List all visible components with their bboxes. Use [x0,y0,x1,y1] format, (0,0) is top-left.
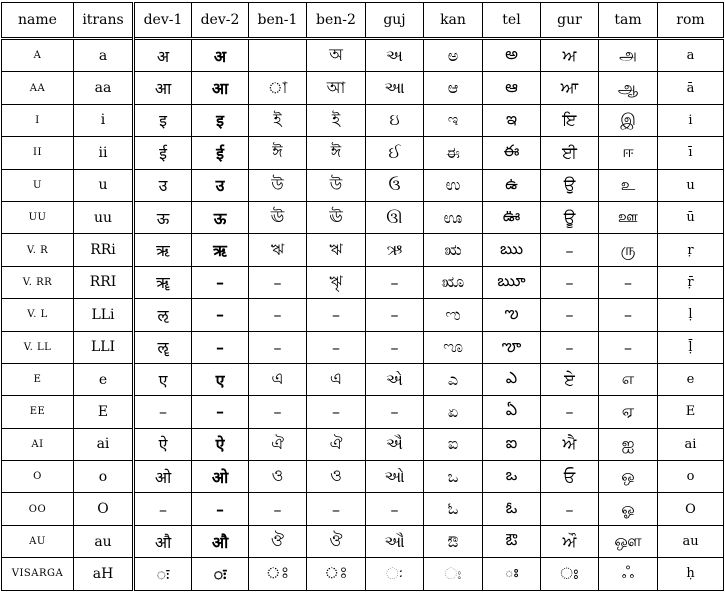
vowel-table [1,2,724,591]
cell-gur: ਏ [541,363,599,395]
table-row [2,428,724,460]
cell-itrans: a [74,39,134,72]
cell-gur: – [541,299,599,331]
cell-dev-1: आ [134,72,192,104]
cell-tel: ఈ [483,137,541,169]
cell-name: EE [2,396,74,428]
cell-name: VISARGA [2,558,74,590]
cell-rom: ḹ [658,331,724,363]
column-header-guj: guj [366,3,424,39]
cell-itrans: aa [74,72,134,104]
cell-dev-2: – [192,493,249,525]
cell-rom: ī [658,137,724,169]
cell-gur: ਃ [541,558,599,590]
cell-rom: ṛ [658,234,724,266]
cell-tam: ஈ [599,137,658,169]
cell-rom: ai [658,428,724,460]
column-header-itrans: itrans [74,3,134,39]
column-header-kan: kan [424,3,483,39]
cell-dev-2: ः [192,558,249,590]
cell-rom: au [658,525,724,557]
cell-tam: ஊ [599,201,658,233]
table-row [2,493,724,525]
cell-itrans: i [74,104,134,136]
cell-dev-1: अ [134,39,192,72]
cell-guj: – [366,266,424,298]
cell-itrans: LLI [74,331,134,363]
table-row [2,72,724,104]
cell-name: A [2,39,74,72]
cell-ben-2: – [307,331,366,363]
table-row [2,137,724,169]
cell-tam: எ [599,363,658,395]
column-header-rom: rom [658,3,724,39]
cell-gur: ਈ [541,137,599,169]
cell-gur: – [541,493,599,525]
table-row [2,299,724,331]
cell-tel: ఏ [483,396,541,428]
cell-ben-1: ও [249,461,307,493]
cell-tam: – [599,266,658,298]
cell-itrans: O [74,493,134,525]
cell-dev-1: औ [134,525,192,557]
cell-rom: u [658,169,724,201]
cell-guj: આ [366,72,424,104]
cell-rom: ā [658,72,724,104]
cell-dev-2: – [192,266,249,298]
cell-kan: ಈ [424,137,483,169]
cell-tel: అ [483,39,541,72]
cell-tel: ఇ [483,104,541,136]
cell-kan: ಌ [424,299,483,331]
column-header-ben-1: ben-1 [249,3,307,39]
cell-itrans: uu [74,201,134,233]
column-header-ben-2: ben-2 [307,3,366,39]
cell-guj: ઐ [366,428,424,460]
cell-kan: ಇ [424,104,483,136]
cell-guj: – [366,331,424,363]
cell-name: II [2,137,74,169]
cell-dev-2: ओ [192,461,249,493]
cell-name: AI [2,428,74,460]
cell-kan: ಏ [424,396,483,428]
cell-ben-1: ঈ [249,137,307,169]
cell-rom: o [658,461,724,493]
cell-guj: ઊ [366,201,424,233]
cell-dev-2: – [192,331,249,363]
cell-ben-1: – [249,396,307,428]
cell-dev-2: इ [192,104,249,136]
cell-rom: a [658,39,724,72]
cell-itrans: RRI [74,266,134,298]
cell-tel: ఉ [483,169,541,201]
cell-dev-1: ॡ [134,331,192,363]
cell-gur: – [541,396,599,428]
cell-kan: ಎ [424,363,483,395]
cell-ben-2: ৠ [307,266,366,298]
cell-rom: O [658,493,724,525]
cell-dev-2: अ [192,39,249,72]
cell-rom: E [658,396,724,428]
cell-tel: ః [483,558,541,590]
cell-dev-1: ओ [134,461,192,493]
cell-ben-1: ঐ [249,428,307,460]
cell-guj: ઃ [366,558,424,590]
cell-rom: i [658,104,724,136]
cell-ben-1: ঊ [249,201,307,233]
cell-ben-2: উ [307,169,366,201]
cell-tam: இ [599,104,658,136]
table-row [2,201,724,233]
cell-dev-2: – [192,299,249,331]
cell-dev-1: ऌ [134,299,192,331]
cell-ben-1: ই [249,104,307,136]
table-body [2,39,724,591]
cell-dev-1: – [134,493,192,525]
table-row [2,525,724,557]
cell-ben-2: অ [307,39,366,72]
cell-ben-2: ই [307,104,366,136]
cell-tel: ఐ [483,428,541,460]
table-row [2,104,724,136]
cell-ben-1: উ [249,169,307,201]
cell-tam: ஃ [599,558,658,590]
cell-dev-2: आ [192,72,249,104]
cell-gur: – [541,234,599,266]
cell-tam: அ [599,39,658,72]
cell-gur: ਆ [541,72,599,104]
cell-kan: ಋ [424,234,483,266]
cell-ben-2: ঈ [307,137,366,169]
cell-ben-1: ঋ [249,234,307,266]
cell-guj: એ [366,363,424,395]
cell-tam: ஐ [599,428,658,460]
cell-tel: ఓ [483,493,541,525]
cell-tel: ఊ [483,201,541,233]
table-row [2,234,724,266]
cell-kan: ಆ [424,72,483,104]
cell-dev-2: ऋ [192,234,249,266]
cell-itrans: e [74,363,134,395]
cell-ben-1: া [249,72,307,104]
cell-name: V. LL [2,331,74,363]
cell-ben-1: – [249,299,307,331]
table-row [2,396,724,428]
cell-kan: ೡ [424,331,483,363]
table-row [2,331,724,363]
cell-name: OO [2,493,74,525]
cell-kan: ಔ [424,525,483,557]
cell-ben-1: – [249,331,307,363]
cell-rom: ḥ [658,558,724,590]
cell-ben-2: ঐ [307,428,366,460]
cell-itrans: ai [74,428,134,460]
cell-ben-2: – [307,299,366,331]
cell-rom: ṝ [658,266,724,298]
cell-name: V. RR [2,266,74,298]
table-row [2,461,724,493]
cell-kan: ಊ [424,201,483,233]
cell-tam: – [599,331,658,363]
cell-guj: ઓ [366,461,424,493]
cell-dev-2: – [192,396,249,428]
cell-gur: ਅ [541,39,599,72]
cell-name: V. L [2,299,74,331]
cell-dev-1: उ [134,169,192,201]
cell-kan: ೠ [424,266,483,298]
cell-gur: – [541,266,599,298]
cell-itrans: u [74,169,134,201]
table-row [2,266,724,298]
cell-gur: ਉ [541,169,599,201]
cell-dev-2: ऐ [192,428,249,460]
cell-tam: – [599,299,658,331]
cell-dev-1: – [134,396,192,428]
cell-itrans: LLi [74,299,134,331]
cell-guj: ઇ [366,104,424,136]
cell-dev-2: उ [192,169,249,201]
column-header-gur: gur [541,3,599,39]
cell-ben-2: ঊ [307,201,366,233]
cell-ben-2: এ [307,363,366,395]
table-row [2,558,724,590]
cell-ben-1: ঔ [249,525,307,557]
cell-ben-2: আ [307,72,366,104]
cell-tel: ఎ [483,363,541,395]
cell-ben-1: – [249,266,307,298]
cell-tam: ஏ [599,396,658,428]
table-row [2,363,724,395]
cell-itrans: o [74,461,134,493]
cell-dev-1: ऊ [134,201,192,233]
cell-guj: અ [366,39,424,72]
cell-tam: ஆ [599,72,658,104]
column-header-name: name [2,3,74,39]
cell-ben-1: এ [249,363,307,395]
cell-rom: ḷ [658,299,724,331]
cell-dev-1: ए [134,363,192,395]
cell-ben-1: – [249,493,307,525]
cell-dev-1: इ [134,104,192,136]
cell-gur: ਊ [541,201,599,233]
cell-guj: ઋ [366,234,424,266]
table-row [2,169,724,201]
column-header-tel: tel [483,3,541,39]
cell-tel: ఆ [483,72,541,104]
cell-kan: ಅ [424,39,483,72]
cell-tel: ఒ [483,461,541,493]
cell-tel: ఔ [483,525,541,557]
table-row [2,39,724,72]
cell-tel: ఌ [483,299,541,331]
header-row [2,3,724,39]
cell-ben-2: ঔ [307,525,366,557]
cell-tel: ౡ [483,331,541,363]
cell-name: V. R [2,234,74,266]
cell-ben-2: – [307,396,366,428]
cell-itrans: E [74,396,134,428]
cell-guj: – [366,493,424,525]
cell-dev-1: ऋ [134,234,192,266]
cell-name: O [2,461,74,493]
cell-kan: ಉ [424,169,483,201]
cell-dev-2: ए [192,363,249,395]
cell-dev-1: ॠ [134,266,192,298]
column-header-tam: tam [599,3,658,39]
cell-dev-1: ऐ [134,428,192,460]
cell-gur: ਓ [541,461,599,493]
cell-name: U [2,169,74,201]
cell-dev-2: ई [192,137,249,169]
cell-dev-2: औ [192,525,249,557]
cell-kan: ಐ [424,428,483,460]
cell-guj: ઈ [366,137,424,169]
cell-ben-2: ঋ [307,234,366,266]
cell-tam: ஔ [599,525,658,557]
cell-tam: ஓ [599,493,658,525]
column-header-dev-1: dev-1 [134,3,192,39]
cell-gur: ਔ [541,525,599,557]
cell-kan: ಃ [424,558,483,590]
cell-name: AA [2,72,74,104]
cell-dev-1: ई [134,137,192,169]
cell-itrans: RRi [74,234,134,266]
cell-name: UU [2,201,74,233]
cell-itrans: aH [74,558,134,590]
cell-tel: ఋ [483,234,541,266]
cell-tam: உ [599,169,658,201]
cell-guj: – [366,396,424,428]
cell-guj: – [366,299,424,331]
cell-ben-1: ঃ [249,558,307,590]
cell-name: E [2,363,74,395]
cell-rom: e [658,363,724,395]
cell-itrans: ii [74,137,134,169]
cell-kan: ಒ [424,461,483,493]
cell-dev-1: ः [134,558,192,590]
vowel-table-container [1,2,724,591]
cell-ben-2: – [307,493,366,525]
cell-rom: ū [658,201,724,233]
cell-dev-2: ऊ [192,201,249,233]
cell-itrans: au [74,525,134,557]
cell-tam: ரு [599,234,658,266]
cell-name: I [2,104,74,136]
cell-guj: ઔ [366,525,424,557]
cell-ben-2: ও [307,461,366,493]
cell-gur: ਇ [541,104,599,136]
cell-gur: – [541,331,599,363]
cell-kan: ಓ [424,493,483,525]
cell-tel: ౠ [483,266,541,298]
cell-ben-1 [249,39,307,72]
cell-name: AU [2,525,74,557]
cell-ben-2: ঃ [307,558,366,590]
cell-gur: ਐ [541,428,599,460]
column-header-dev-2: dev-2 [192,3,249,39]
cell-tam: ஒ [599,461,658,493]
cell-guj: ઉ [366,169,424,201]
